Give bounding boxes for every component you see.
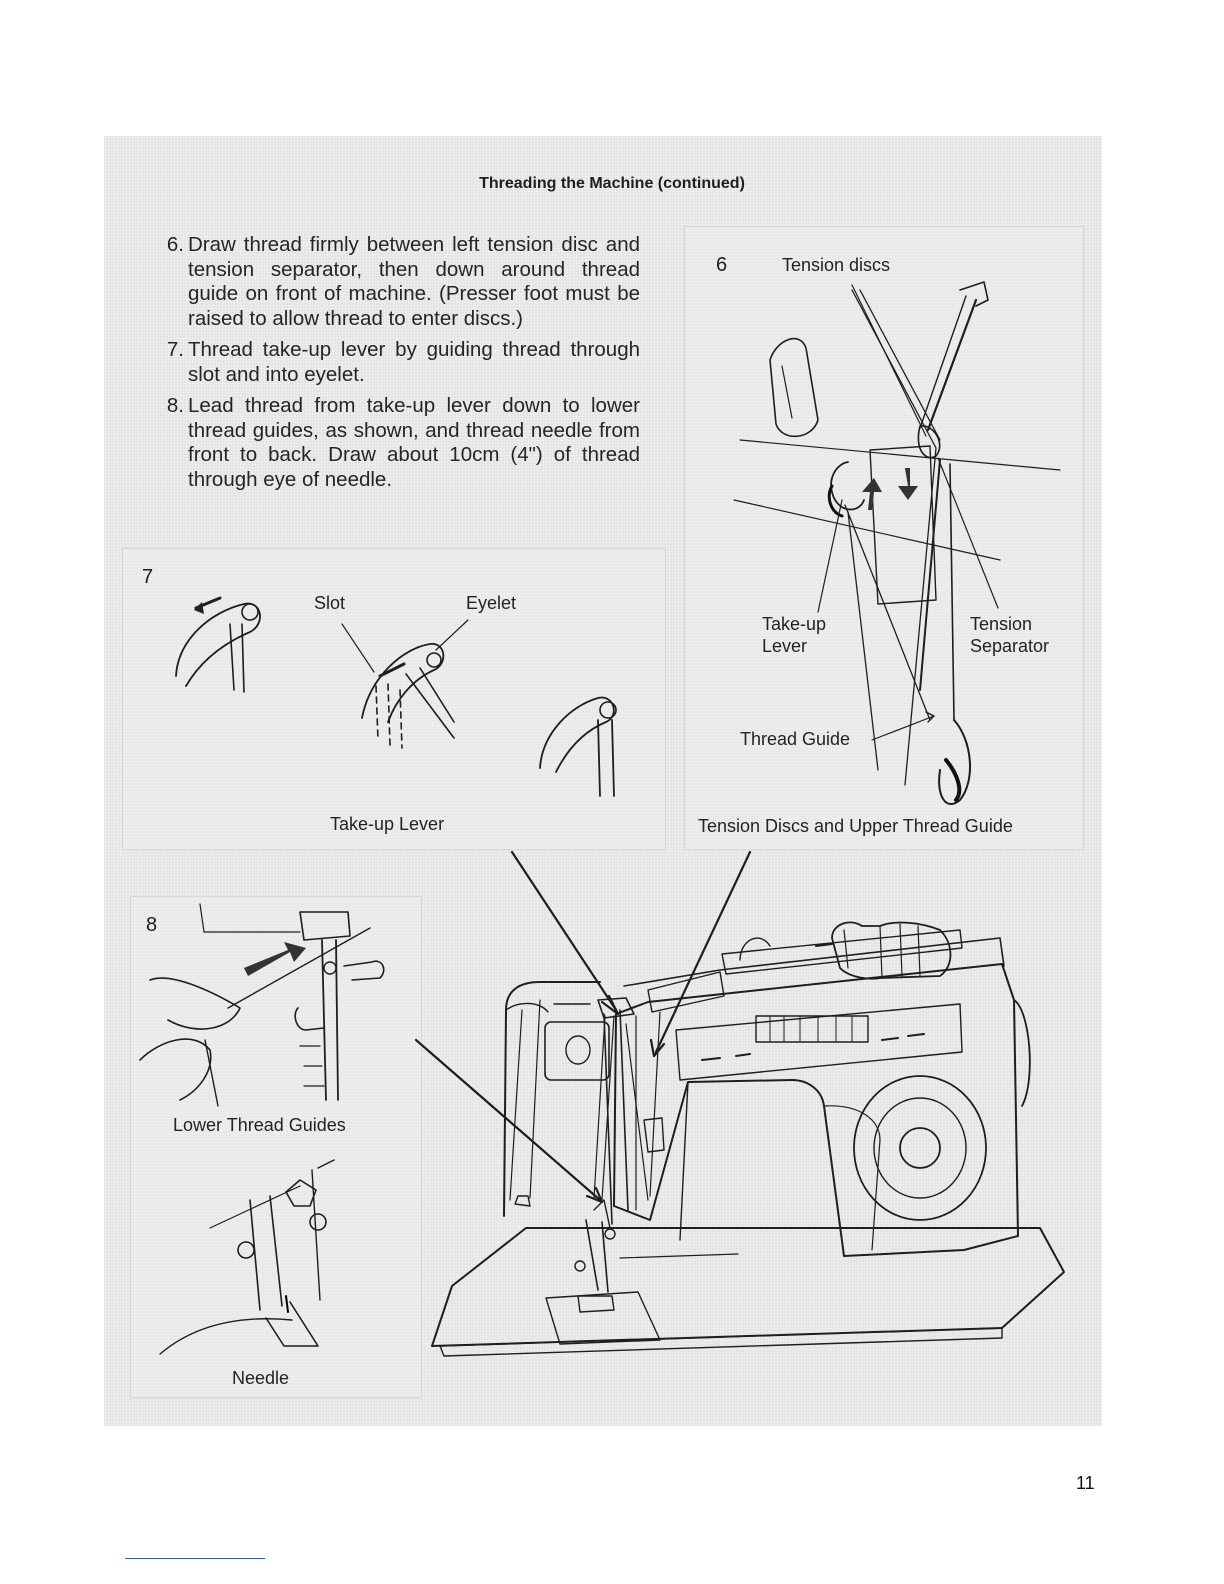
step-number: 7.	[166, 338, 184, 361]
eyelet-label: Eyelet	[466, 593, 517, 613]
tension-separator-label-line1: Tension	[970, 614, 1033, 634]
lower-thread-guides-label: Lower Thread Guides	[173, 1115, 346, 1135]
tension-discs-label: Tension discs	[782, 255, 891, 275]
step-number: 8.	[166, 394, 184, 417]
tension-discs-caption: Tension Discs and Upper Thread Guide	[698, 816, 1013, 836]
figure-8-number: 8	[146, 914, 158, 936]
take-up-lever-caption: Take-up Lever	[330, 814, 445, 834]
page-title: Threading the Machine (continued)	[479, 175, 745, 192]
take-up-lever-drawing	[176, 598, 616, 796]
tension-separator-label-line2: Separator	[970, 636, 1050, 656]
sewing-machine-drawing	[432, 922, 1064, 1356]
pointer-lines	[416, 852, 750, 1202]
footer-rule	[125, 1558, 265, 1559]
step-text: Draw thread firmly between left tension disc and tension separator, then down around thread guide on front of machine. (Presser foot must be raised to allow thread to enter discs.)	[188, 233, 640, 330]
page-number: 11	[1076, 1473, 1095, 1493]
take-up-lever-label-line1: Take-up	[762, 614, 827, 634]
figure-6-number: 6	[716, 254, 728, 276]
figure-7-number: 7	[142, 566, 154, 588]
take-up-lever-label-line2: Lever	[762, 636, 808, 656]
step-number: 6.	[166, 233, 184, 256]
step-text: Thread take-up lever by guiding thread through slot and into eyelet.	[188, 338, 640, 386]
needle-label: Needle	[232, 1368, 290, 1388]
tension-assembly-drawing	[734, 282, 1060, 804]
step-text: Lead thread from take-up lever down to lower thread guides, as shown, and thread needle from front to back. Draw about 10cm (4") of thread through eye of needle.	[188, 394, 640, 491]
thread-guide-label: Thread Guide	[740, 729, 851, 749]
slot-label: Slot	[314, 593, 346, 613]
